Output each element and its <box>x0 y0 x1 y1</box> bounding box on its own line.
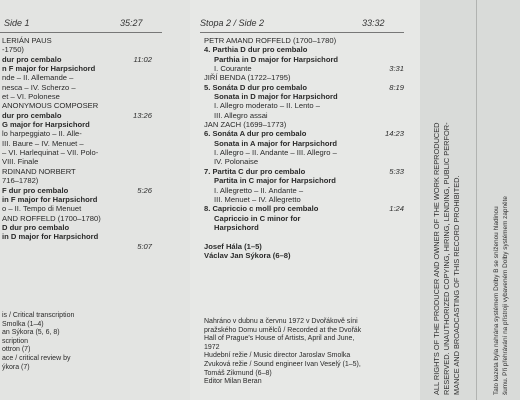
tracklist-line <box>204 148 404 157</box>
side-1-credits <box>2 312 152 372</box>
tracklist-line-text: G major for Harpsichord <box>2 120 90 130</box>
tracklist-line-text: Partita in C major for Harpsichord <box>214 176 336 186</box>
tracklist-line <box>204 242 404 251</box>
tracklist-line <box>2 83 152 92</box>
side-1-tracklist <box>2 36 152 251</box>
tracklist-line <box>204 83 404 92</box>
credit-line: Nahráno v dubnu a červnu 1972 v Dvořákově síni <box>204 318 358 325</box>
credit-line: an Sýkora (5, 6, 8) <box>2 329 60 337</box>
tracklist-line-text: ANONYMOUS COMPOSER <box>2 101 99 111</box>
side-2-tracklist <box>204 36 404 260</box>
tracklist-line <box>2 214 152 223</box>
tracklist-line-text: Sonata in D major for Harpsichord <box>214 92 338 102</box>
credit-line: 1972 <box>204 343 220 351</box>
tracklist-line <box>2 157 152 166</box>
track-duration: 14:23 <box>384 129 404 139</box>
tracklist-line <box>2 242 152 251</box>
tracklist-line <box>204 186 404 195</box>
tracklist-line <box>204 214 404 223</box>
track-duration: 11:02 <box>133 54 152 64</box>
tracklist-line-text: F dur pro cembalo <box>2 185 69 195</box>
tracklist-line <box>204 55 404 64</box>
tracklist-line-text: RDINAND NORBERT <box>2 166 76 176</box>
tracklist-line-text: dur pro cembalo <box>2 110 62 120</box>
tracklist-line <box>204 232 404 241</box>
tracklist-line-text: nesca – IV. Scherzo – <box>2 82 76 92</box>
side-1-panel <box>0 0 190 400</box>
tracklist-line-text: III. Allegro assai <box>214 110 268 120</box>
tracklist-line-text: VIII. Finale <box>2 157 39 167</box>
tracklist-line <box>2 129 152 138</box>
notice-line: šumu. Při přehrávání na přístroji vybaveném Dolby systémem zapněte <box>502 196 509 395</box>
tracklist-line-text: Capriccio in C minor for <box>214 213 301 223</box>
tracklist-line-text: AND ROFFELD (1700–1780) <box>2 213 101 223</box>
tracklist-line <box>204 120 404 129</box>
credit-line: Zvuková režie / Sound engineer Ivan Veselý (1–5), <box>204 360 361 368</box>
track-duration: 8:19 <box>389 82 404 92</box>
credit-line: Editor Milan Beran <box>204 378 262 386</box>
tracklist-line <box>204 111 404 120</box>
tracklist-line-text: o – II. Tempo di Menuet <box>2 204 82 214</box>
tracklist-line-text: LERIÁN PAUS <box>2 36 52 45</box>
tracklist-line-text: nde – II. Allemande – <box>2 73 74 83</box>
side-2-credits <box>204 318 409 387</box>
tracklist-line <box>2 204 152 213</box>
tracklist-line <box>2 195 152 204</box>
credit-line: Smolka (1–4) <box>2 320 44 328</box>
side-2-label: Stopa 2 / Side 2 <box>200 18 265 28</box>
tracklist-line-text: lo harpeggiato – II. Alle- <box>2 129 82 139</box>
tracklist-line-text: 6. Sonáta A dur pro cembalo <box>204 129 307 139</box>
notice-line: Tato kazeta byla nahrána systémem Dolby B se sníženou hladinou <box>493 206 500 395</box>
tracklist-line-text: III. Baure – IV. Menuet – <box>2 138 84 148</box>
tracklist-line <box>2 64 152 73</box>
notice-line: RESERVED. UNAUTHORIZED COPYING, HIRING, LENDING, PUBLIC PERFOR- <box>442 122 451 395</box>
tracklist-line-text: I. Allegretto – II. Andante – <box>214 185 304 195</box>
side-2-panel <box>190 0 420 400</box>
track-duration: 3:31 <box>389 64 404 74</box>
tracklist-line-text: 5. Sonáta D dur pro cembalo <box>204 82 307 92</box>
tracklist-line-text: 7. Partita C dur pro cembalo <box>204 166 306 176</box>
tracklist-line <box>204 101 404 110</box>
tracklist-line <box>2 92 152 101</box>
track-duration: 1:24 <box>389 204 404 214</box>
dolby-notice <box>492 196 510 395</box>
tracklist-line <box>204 92 404 101</box>
credit-line: Hudební režie / Music director Jaroslav Smolka <box>204 352 351 360</box>
tracklist-line-text: D dur pro cembalo <box>2 222 70 232</box>
side-1-total-time: 35:27 <box>120 18 143 28</box>
tracklist-line-text: in F major for Harpsichord <box>2 194 98 204</box>
track-duration: 5:33 <box>389 166 404 176</box>
side-1-header-rule <box>0 32 162 33</box>
tracklist-line <box>204 139 404 148</box>
tracklist-line-text: – VI. Harlequinat – VII. Polo- <box>2 148 99 158</box>
track-duration: 5:07 <box>137 241 152 251</box>
side-2-total-time: 33:32 <box>362 18 385 28</box>
credit-line: Hall of Prague's House of Artists, April and June, <box>204 335 355 343</box>
tracklist-line <box>2 55 152 64</box>
credit-line: is / Critical transcription <box>2 312 75 319</box>
tracklist-line <box>2 101 152 110</box>
tracklist-line <box>204 45 404 54</box>
tracklist-line-text: Václav Jan Sýkora (6–8) <box>204 250 291 260</box>
tracklist-line <box>2 73 152 82</box>
tracklist-line-text: JIŘÍ BENDA (1722–1795) <box>204 73 291 83</box>
notice-line: MANCE AND BROADCASTING OF THIS RECORD PROHIBITED. <box>452 175 461 395</box>
tracklist-line <box>2 36 152 45</box>
tracklist-line-text: 716–1782) <box>2 176 39 186</box>
tracklist-line-text: IV. Polonaise <box>214 157 259 167</box>
tracklist-line-text: -1750) <box>2 45 24 55</box>
tracklist-line-text: n F major for Harpsichord <box>2 64 96 74</box>
credit-line: ýkora (7) <box>2 363 30 371</box>
rights-notice <box>432 122 462 395</box>
tracklist-line <box>204 223 404 232</box>
credit-line: Tomáš Zikmund (6–8) <box>204 369 272 377</box>
tracklist-line <box>204 204 404 213</box>
tracklist-line <box>2 167 152 176</box>
tracklist-line <box>2 139 152 148</box>
tracklist-line-text: in D major for Harpsichord <box>2 232 99 242</box>
tracklist-line <box>204 167 404 176</box>
tracklist-line-text: dur pro cembalo <box>2 54 62 64</box>
tracklist-line <box>204 129 404 138</box>
tracklist-line <box>2 111 152 120</box>
tracklist-line <box>204 157 404 166</box>
tracklist-line-text: III. Menuet – IV. Allegretto <box>214 194 301 204</box>
tracklist-line-text: Sonata in A major for Harpsichord <box>214 138 338 148</box>
tracklist-line <box>204 36 404 45</box>
tracklist-line <box>2 176 152 185</box>
tracklist-line-text: I. Courante <box>214 64 252 74</box>
tracklist-line-text: 8. Capriccio c moll pro cembalo <box>204 204 319 214</box>
credit-line: ottron (7) <box>2 346 31 354</box>
tracklist-line <box>204 176 404 185</box>
tracklist-line-text: et – VI. Polonese <box>2 92 60 102</box>
tracklist-line-text: I. Allegro – II. Andante – III. Allegro – <box>214 148 337 158</box>
side-2-header-rule <box>200 32 404 33</box>
tracklist-line <box>2 148 152 157</box>
tracklist-line-text: 4. Parthia D dur pro cembalo <box>204 45 308 55</box>
tracklist-line-text: PETR AMAND ROFFELD (1700–1780) <box>204 36 337 45</box>
tracklist-line <box>2 232 152 241</box>
tracklist-line <box>2 45 152 54</box>
tracklist-line <box>2 120 152 129</box>
notice-line: ALL RIGHTS OF THE PRODUCER AND OWNER OF THE WORK REPRODUCED <box>432 122 441 395</box>
tracklist-line-text: I. Allegro moderato – II. Lento – <box>214 101 320 111</box>
tracklist-line <box>204 195 404 204</box>
tracklist-line <box>2 186 152 195</box>
tracklist-line <box>204 64 404 73</box>
tracklist-line <box>2 223 152 232</box>
tracklist-line-text: JAN ZACH (1699–1773) <box>204 120 287 130</box>
credit-line: ace / critical review by <box>2 354 71 362</box>
credit-line: scription <box>2 337 29 345</box>
tracklist-line-text: Parthia in D major for Harpsichord <box>214 54 339 64</box>
fold-line <box>476 0 477 400</box>
side-1-label: Side 1 <box>4 18 30 28</box>
tracklist-line-text: Josef Hála (1–5) <box>204 241 262 251</box>
credit-line: pražského Domu umělců / Recorded at the Dvořák <box>204 326 362 334</box>
track-duration: 13:26 <box>132 110 152 120</box>
spine-panel <box>420 0 520 400</box>
track-duration: 5:26 <box>137 185 152 195</box>
tracklist-line-text: Harpsichord <box>214 222 259 232</box>
tracklist-line <box>204 73 404 82</box>
tracklist-line <box>204 251 404 260</box>
